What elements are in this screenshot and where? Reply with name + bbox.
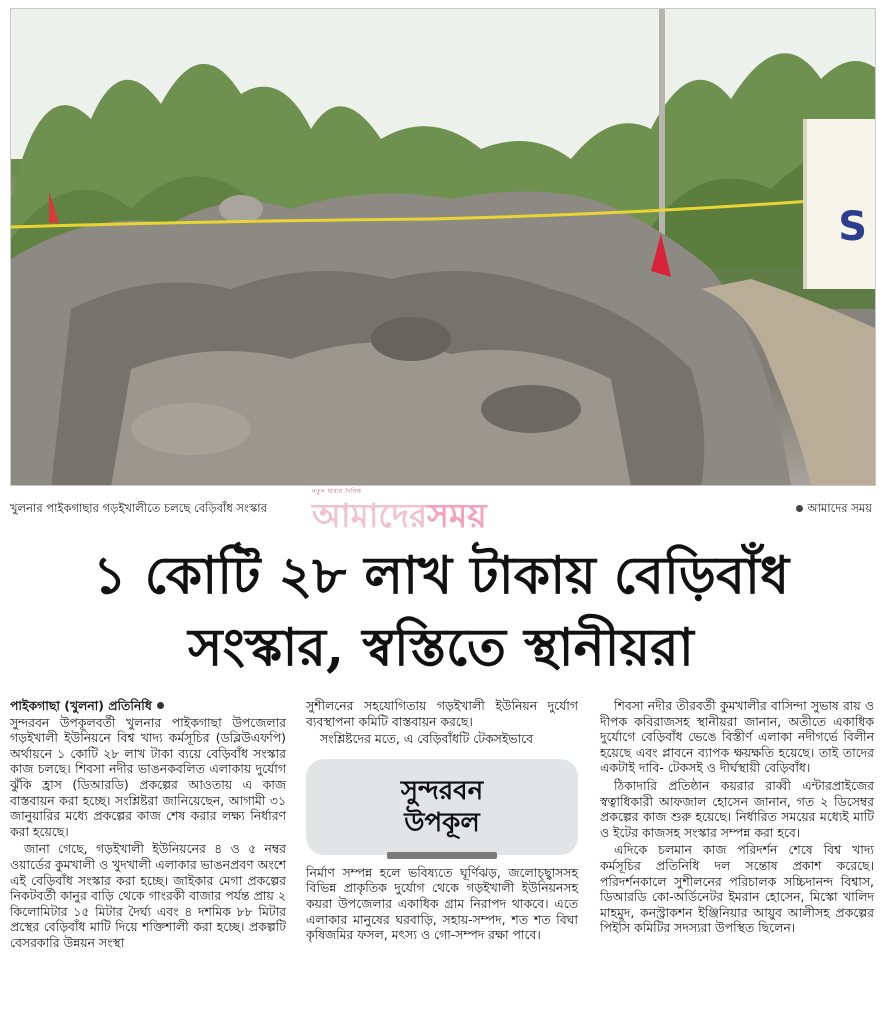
watermark-name-part1: আমাদের	[312, 496, 428, 535]
bullet-icon	[157, 702, 164, 709]
article-column-3	[600, 698, 874, 938]
watermark-tagline: নতুন ধারার দৈনিক	[312, 488, 362, 495]
paragraph: সুন্দরবন উপকূলবর্তী খুলনার পাইকগাছা উপজেলার গড়ইখালী ইউনিয়নে বিশ্ব খাদ্য কর্মসূচির (ডব্লিউএফপি) অর্থায়নে ১ কোটি ২৮ লাখ টাকা ব্যয়ে বেড়িবাঁধ সংস্কার কাজ চলছে। শিবসা নদীর ভাঙনকবলিত এলাকায় দুর্যোগ ঝুঁকি হ্রাস (ডিআরডি) প্রকল্পের আওতায় এ কাজ বাস্তবায়ন করা হচ্ছে। সংশ্লিষ্টরা জানিয়েছেন, আগামী ৩১ জানুয়ারির মধ্যে প্রকল্পের কাজ শেষ করার লক্ষ্য নির্ধারণ করা হয়েছে।	[10, 714, 286, 839]
section-label-box	[306, 759, 578, 855]
news-photo	[10, 8, 876, 486]
photo-credit	[796, 500, 872, 519]
photo-credit-text: আমাদের সময়	[807, 501, 872, 515]
paragraph: জানা গেছে, গড়ইখালী ইউনিয়নের ৪ ও ৫ নম্বর ওয়ার্ডের কুমখালী ও খুদখালী এলাকার ভাঙনপ্রবণ অংশে এই বেড়িবাঁধ সংস্কার করা হচ্ছে। জাইকার মেগা প্রকল্পের নিকটবর্তী কানুর বাড়ি থেকে গাংরকী বাজার পর্যন্ত প্রায় ২ কিলোমিটার ১৫ মিটার দৈর্ঘ্য এবং ৪ দশমিক ৮৮ মিটার প্রস্থের বেড়িবাঁধ মাটি দিয়ে শক্তিশালী করা হচ্ছে। প্রকল্পটি বেসরকারি উন্নয়ন সংস্থা	[10, 841, 286, 950]
paragraph: ঠিকাদারি প্রতিষ্ঠান কয়রার রাব্বী এন্টারপ্রাইজের স্বত্বাধিকারী আফজাল হোসেন জানান, গত ২ ডিসেম্বর প্রকল্পের কাজ শুরু হয়েছে। নির্ধারিত সময়ের মধ্যেই মাটি ও ইটের কাজসহ সংস্কার সম্পন্ন করা হবে।	[600, 777, 874, 840]
section-label-line-1: সুন্দরবন	[400, 775, 484, 806]
embankment-scene	[11, 9, 876, 486]
banner-letter: S	[838, 204, 867, 250]
paragraph: সুশীলনের সহযোগিতায় গড়ইখালী ইউনিয়ন দুর্যোগ ব্যবস্থাপনা কমিটি বাস্তবায়ন করছে।	[306, 698, 578, 729]
byline	[10, 698, 286, 714]
bullet-icon	[796, 505, 803, 512]
section-label-bar	[387, 852, 497, 859]
article-column-2	[306, 698, 578, 945]
section-label-line-2: উপকূল	[404, 807, 480, 838]
byline-text: পাইকগাছা (খুলনা) প্রতিনিধি	[10, 698, 152, 713]
headline-line-2: সংস্কার, স্বস্তিতে স্থানীয়রা	[188, 617, 694, 678]
paragraph: নির্মাণ সম্পন্ন হলে ভবিষ্যতে ঘূর্ণিঝড়, জলোচ্ছ্বাসসহ বিভিন্ন প্রাকৃতিক দুর্যোগ থেকে গড়ইখালী ইউনিয়নসহ কয়রা উপজেলার একাধিক গ্রাম নিরাপদ থাকবে। এতে এলাকার মানুষের ঘরবাড়ি, সহায়-সম্পদ, শত শত বিঘা কৃষিজমির ফসল, মৎস্য ও গো-সম্পদ রক্ষা পাবে।	[306, 864, 578, 943]
paragraph: সংশ্লিষ্টদের মতে, এ বেড়িবাঁধটি টেকসইভাবে	[320, 731, 533, 747]
paragraph: এদিকে চলমান কাজ পরিদর্শন শেষে বিশ্ব খাদ্য কর্মসূচির প্রতিনিধি দল সন্তোষ প্রকাশ করেছে। পরিদর্শনকালে সুশীলনের পরিচালক সচ্চিদানন্দ বিশ্বাস, ডিআরডি কো-অর্ডিনেটর ইমরান হোসেন, মিস্কো খালিদ মাহমুদ, কনস্ট্রাকশন ইঞ্জিনিয়ার আয়ুব আলীসহ প্রকল্পের পিইসি কমিটির সদস্যরা উপস্থিত ছিলেন।	[600, 842, 874, 936]
paragraph: শিবসা নদীর তীরবর্তী কুমখালীর বাসিন্দা সুভাষ রায় ও দীপক কবিরাজসহ স্থানীয়রা জানান, অতীতে একাধিক দুর্যোগে বেড়িবাঁধ ভেঙে বিস্তীর্ণ এলাকা নদীগর্ভে বিলীন হয়েছে এবং প্লাবনে ব্যাপক ক্ষয়ক্ষতি হয়েছে। তাই তাদের একটাই দাবি- টেকসই ও দীর্ঘস্থায়ী বেড়িবাঁধ।	[600, 698, 874, 776]
watermark-name-part2: সময়	[427, 496, 487, 535]
headline-line-1: ১ কোটি ২৮ লাখ টাকায় বেড়িবাঁধ	[92, 545, 790, 606]
photo-caption: খুলনার পাইকগাছার গড়ইখালীতে চলছে বেড়িবাঁধ সংস্কার	[10, 501, 267, 515]
watermark-name	[312, 490, 487, 546]
newspaper-watermark-logo	[312, 486, 582, 535]
article-column-1	[10, 698, 286, 953]
